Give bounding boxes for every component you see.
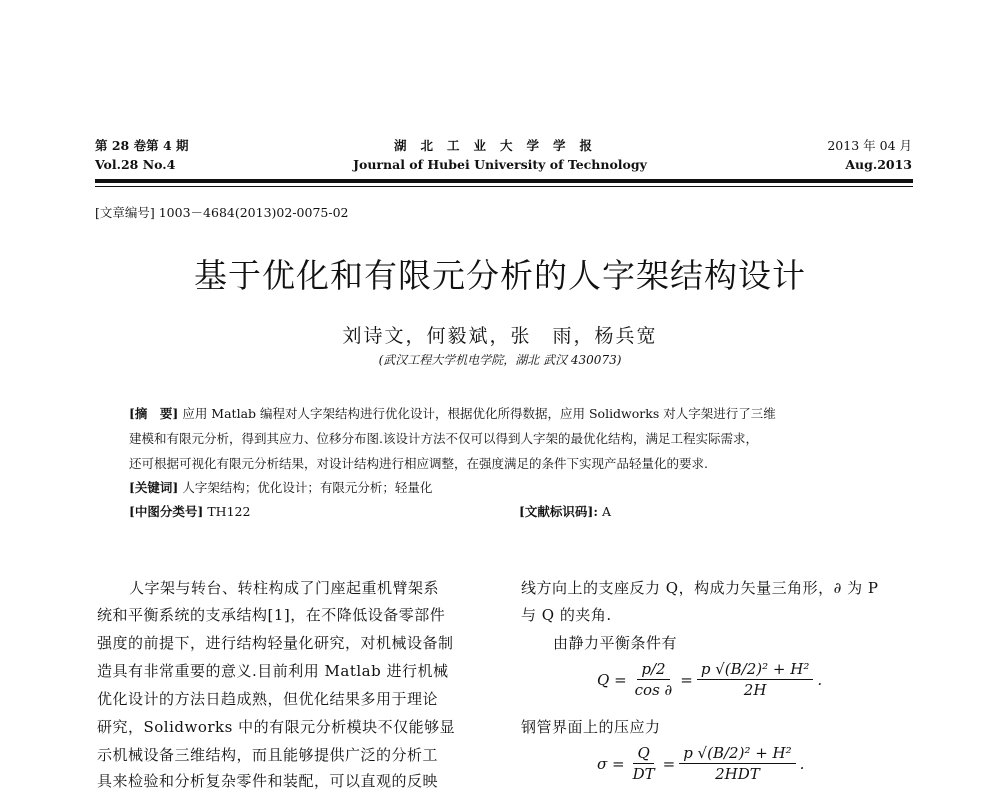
formula1-lhs: Q =: [597, 670, 627, 689]
article-number: [文章编号] 1003－4684(2013)02-0075-02: [95, 205, 349, 220]
formula-reaction-force: [597, 660, 822, 699]
doc-code-text: A: [601, 504, 611, 519]
paper-title: 基于优化和有限元分析的人字架结构设计: [194, 256, 806, 295]
abstract-label: [摘 要]: [129, 406, 179, 421]
right-text-1: 线方向上的支座反力 Q，构成力矢量三角形，∂ 为 P: [521, 579, 879, 597]
formula1-eq: =: [680, 670, 693, 689]
volume-issue-en: Vol.28 No.4: [95, 157, 176, 172]
paper-authors: 刘诗文，何毅斌，张 雨，杨兵宽: [342, 325, 658, 347]
left-body-line: 具来检验和分析复杂零件和装配，可以直观的反映: [97, 772, 439, 790]
classification-label: [中图分类号]: [129, 504, 204, 519]
right-text-2: 与 Q 的夹角.: [521, 606, 612, 624]
abstract-text-3: 还可根据可视化有限元分析结果，对设计结构进行相应调整，在强度满足的条件下实现产品轻量化的要求.: [129, 456, 708, 471]
doc-code-label: [文献标识码]:: [519, 504, 598, 519]
formula2-end: .: [799, 754, 805, 773]
abstract-text-2: 建模和有限元分析，得到其应力、位移分布图.该设计方法不仅可以得到人字架的最优化结构，满足工程实际需求，: [129, 431, 758, 446]
keywords-label: [关键词]: [129, 480, 179, 495]
doc-code-line: [519, 502, 611, 520]
header-rule-thick: [95, 179, 913, 183]
right-text-4: 钢管界面上的压应力: [521, 718, 661, 736]
formula-stress: [597, 744, 804, 783]
left-body-line: 人字架与转台、转柱构成了门座起重机臂架系: [129, 579, 440, 597]
formula2-eq: =: [662, 754, 676, 773]
formula2-frac2-num: p √(B/2)² + H²: [679, 744, 795, 764]
keywords-text: 人字架结构；优化设计；有限元分析；轻量化: [182, 480, 433, 495]
left-body-line: 统和平衡系统的支承结构[1]，在不降低设备零部件: [97, 606, 446, 624]
right-text-3: 由静力平衡条件有: [553, 634, 678, 652]
left-body-line: 强度的前提下，进行结构轻量化研究，对机械设备制: [97, 634, 454, 652]
left-body-line: 优化设计的方法日趋成熟，但优化结果多用于理论: [97, 690, 439, 708]
abstract-line-1: [129, 404, 776, 422]
abstract-text-1: 应用 Matlab 编程对人字架结构进行优化设计，根据优化所得数据，应用 Solidworks 对人字架进行了三维: [182, 406, 776, 421]
formula2-lhs: σ =: [597, 754, 625, 773]
issue-date-cn: 2013 年 04 月: [827, 138, 912, 153]
formula1-frac2-num: p √(B/2)² + H²: [697, 660, 813, 680]
issue-date-en: Aug.2013: [845, 157, 912, 172]
formula1-frac1-num: p/2: [637, 660, 669, 680]
header-rule-thin: [95, 186, 913, 187]
formula1-frac1-den: cos ∂: [634, 681, 673, 699]
left-body-line: 造具有非常重要的意义.目前利用 Matlab 进行机械: [97, 662, 449, 680]
formula1-end: .: [817, 670, 823, 689]
formula2-frac1-den: DT: [632, 765, 655, 783]
paper-affiliation: (武汉工程大学机电学院，湖北 武汉 430073): [378, 353, 622, 367]
classification-text: TH122: [207, 504, 251, 519]
formula1-frac2-den: 2H: [743, 681, 767, 699]
formula2-frac2-den: 2HDT: [715, 765, 760, 783]
formula2-fraction-1: [629, 744, 659, 783]
left-body-line: 研究，Solidworks 中的有限元分析模块不仅能够显: [97, 718, 456, 736]
formula1-fraction-2: [697, 660, 813, 699]
classification-line: [129, 502, 250, 520]
left-body-line: 示机械设备三维结构，而且能够提供广泛的分析工: [97, 746, 439, 764]
formula2-frac1-num: Q: [633, 744, 653, 764]
keywords-line: [129, 478, 432, 496]
journal-name-en: Journal of Hubei University of Technology: [353, 157, 647, 172]
volume-issue-cn: 第 28 卷第 4 期: [95, 138, 189, 153]
formula2-fraction-2: [679, 744, 795, 783]
formula1-fraction-1: [631, 660, 677, 699]
journal-name-cn: 湖北工业大学学报: [393, 138, 606, 153]
